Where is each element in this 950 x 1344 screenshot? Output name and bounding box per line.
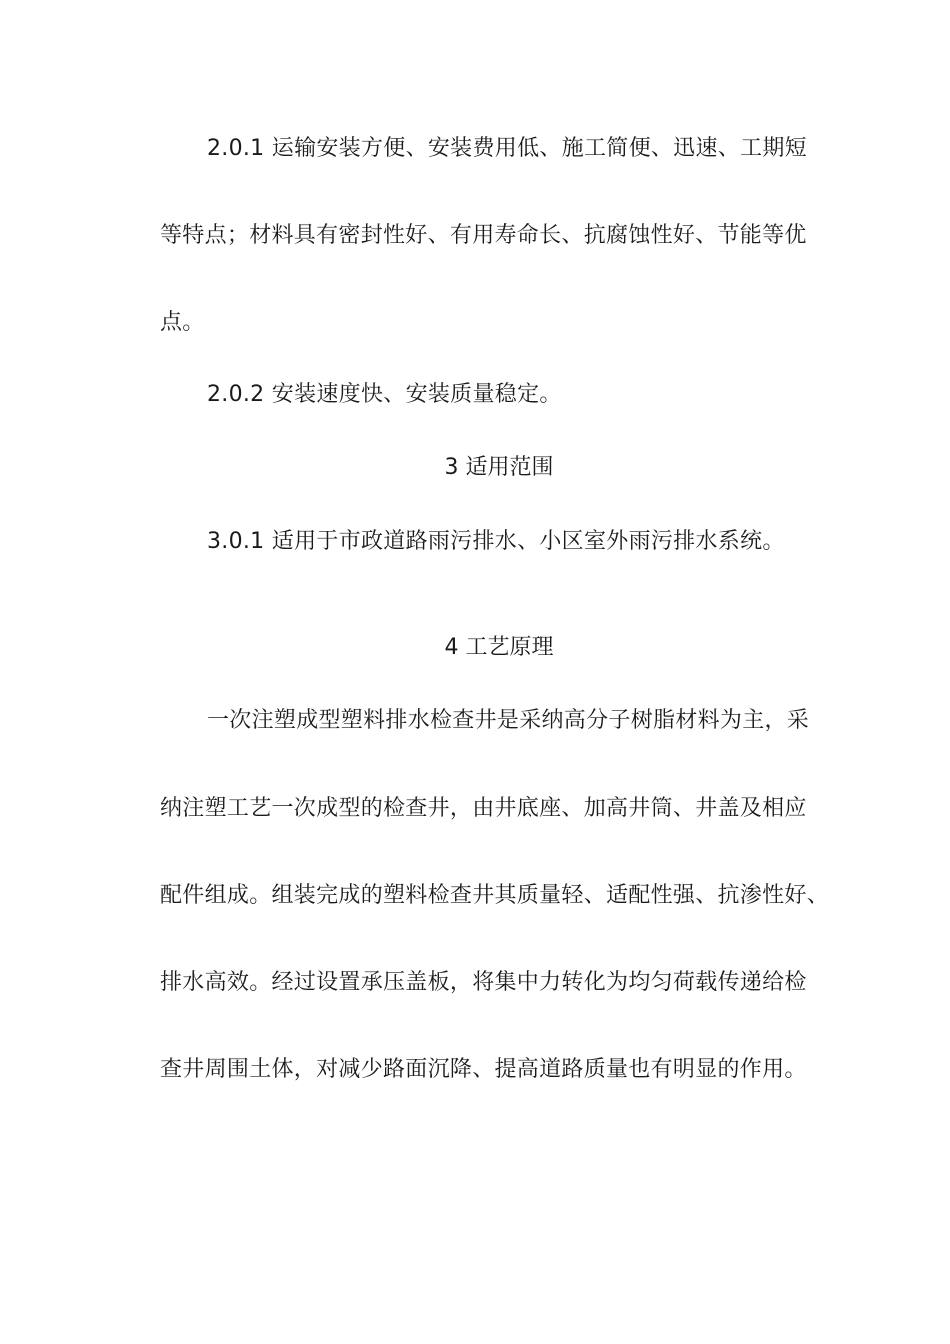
- paragraph-4-line-5: 查井周围土体，对减少路面沉降、提高道路质量也有明显的作用。: [160, 1057, 807, 1082]
- paragraph-4-line-2: 纳注塑工艺一次成型的检查井，由井底座、加高井筒、井盖及相应: [160, 796, 807, 821]
- paragraph-2-0-2-line-1: 2.0.2 安装速度快、安装质量稳定。: [207, 382, 562, 407]
- paragraph-2-0-1-line-1: 2.0.1 运输安装方便、安装费用低、施工简便、迅速、工期短: [207, 136, 807, 161]
- section-4-heading: 4 工艺原理: [444, 635, 554, 660]
- section-3-heading: 3 适用范围: [444, 455, 554, 480]
- paragraph-4-line-1: 一次注塑成型塑料排水检查井是采纳高分子树脂材料为主，采: [207, 708, 810, 733]
- paragraph-3-0-1-line-1: 3.0.1 适用于市政道路雨污排水、小区室外雨污排水系统。: [207, 529, 785, 554]
- paragraph-2-0-1-line-3: 点。: [160, 310, 205, 335]
- paragraph-4-line-3: 配件组成。组装完成的塑料检查井其质量轻、适配性强、抗渗性好、: [160, 883, 830, 908]
- paragraph-4-line-4: 排水高效。经过设置承压盖板，将集中力转化为均匀荷载传递给检: [160, 970, 807, 995]
- paragraph-2-0-1-line-2: 等特点；材料具有密封性好、有用寿命长、抗腐蚀性好、节能等优: [160, 223, 807, 248]
